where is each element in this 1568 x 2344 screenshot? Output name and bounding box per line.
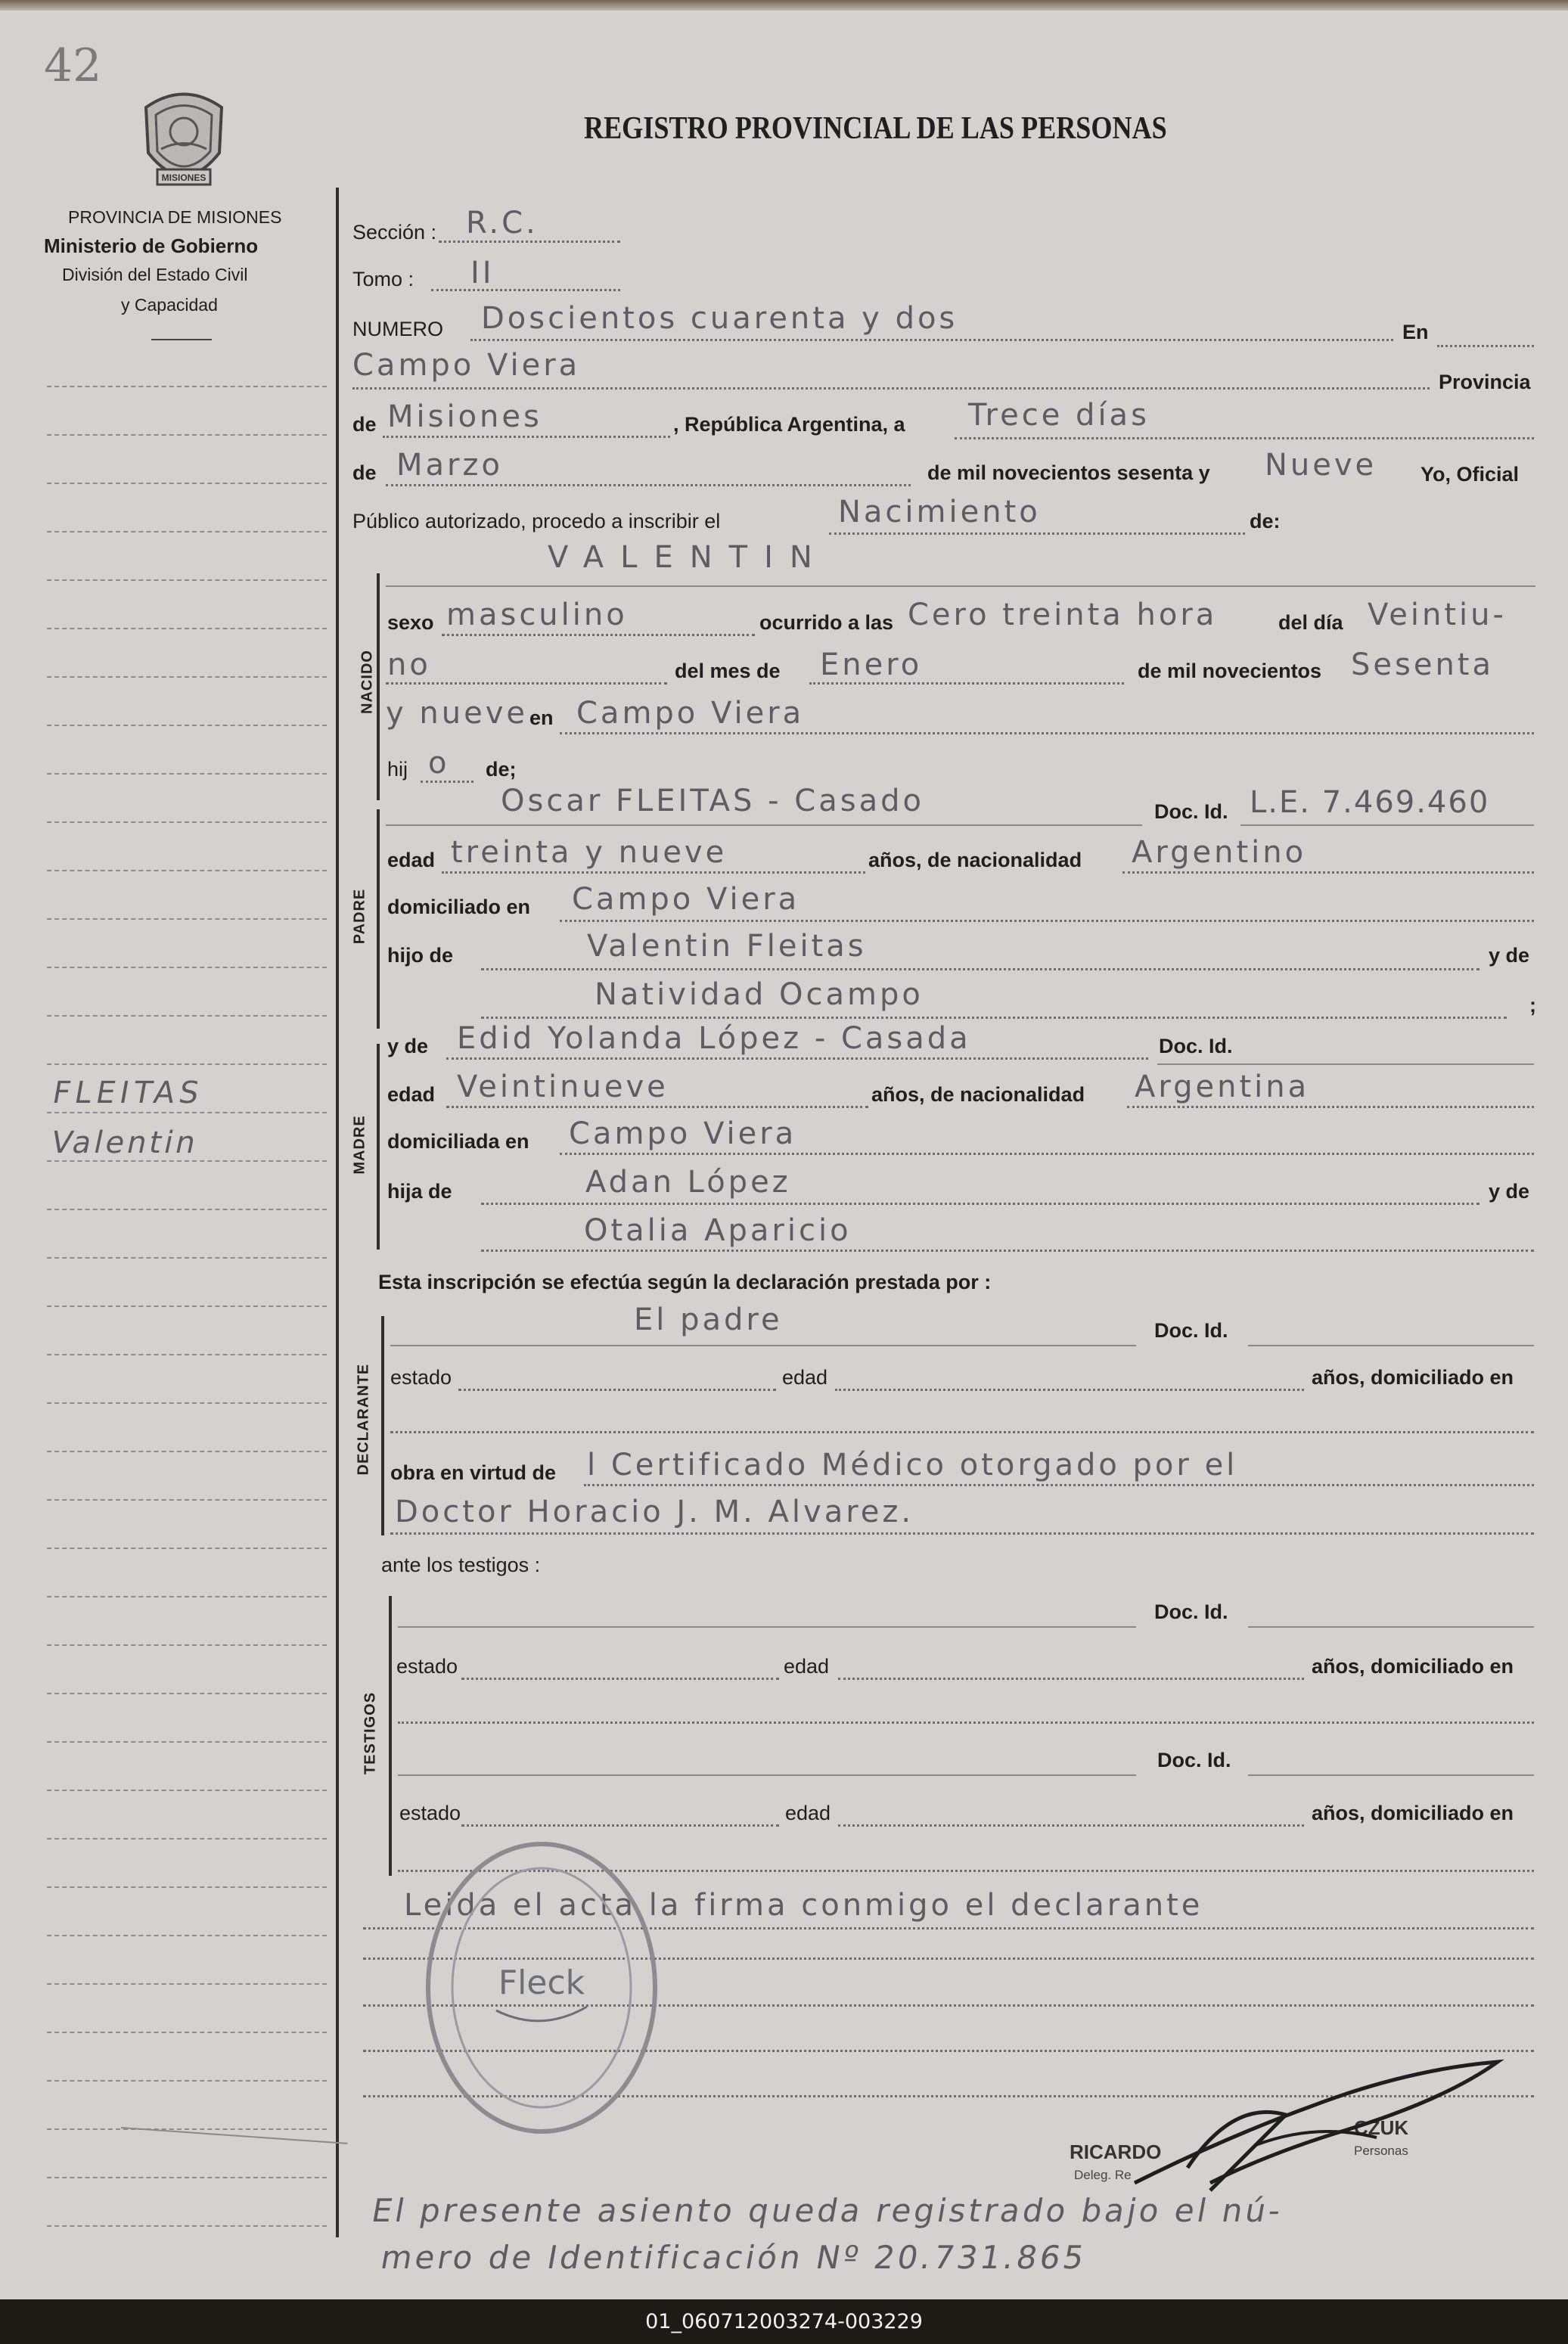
nacido-en-label: en xyxy=(529,706,554,729)
mother-doc-label: Doc. Id. xyxy=(1159,1035,1233,1057)
declarant-line xyxy=(390,1345,1136,1346)
sexo-line xyxy=(442,634,755,636)
place-value: Campo Viera xyxy=(352,348,581,383)
hour-value: Cero treinta hora xyxy=(908,598,1218,632)
maternal-grandfather: Adan López xyxy=(585,1165,791,1200)
hij-line xyxy=(421,781,474,783)
witness2-anios-label: años, domiciliado en xyxy=(1312,1802,1514,1824)
margin-ruled-line xyxy=(47,579,327,581)
margin-ruled-line xyxy=(47,1305,327,1307)
tomo-value: II xyxy=(470,256,495,290)
de-colon-label: de: xyxy=(1250,510,1281,532)
margin-ruled-line xyxy=(47,1015,327,1017)
page-number: 42 xyxy=(44,39,102,92)
margin-ruled-line xyxy=(47,1402,327,1404)
day-value-b: no xyxy=(387,647,431,682)
numero-label: NUMERO xyxy=(352,318,443,340)
margin-ruled-line xyxy=(47,386,327,387)
nacido-month-value: Enero xyxy=(820,647,923,682)
father-name-line xyxy=(386,824,1142,826)
mother-hija-label: hija de xyxy=(387,1180,452,1203)
father-dom-label: domiciliado en xyxy=(387,896,531,918)
margin-surname: FLEITAS xyxy=(49,1076,206,1110)
division-name: División del Estado Civil xyxy=(62,265,248,284)
day-b-line xyxy=(386,682,667,685)
father-hijo-label: hijo de xyxy=(387,944,453,967)
margin-ruled-line xyxy=(47,1983,327,1985)
witness1-estado-label: estado xyxy=(396,1655,458,1678)
padre-label: PADRE xyxy=(351,888,368,945)
tomo-label: Tomo : xyxy=(352,268,415,290)
margin-ruled-line xyxy=(47,676,327,678)
margin-ruled-line xyxy=(47,2080,327,2082)
declarant-edad-label: edad xyxy=(782,1366,828,1389)
stamp-role-a: Deleg. Re xyxy=(1074,2168,1132,2182)
declarant-anios-label: años, domiciliado en xyxy=(1312,1366,1514,1389)
witness2-estado-label: estado xyxy=(399,1802,461,1824)
margin-ruled-line xyxy=(47,967,327,968)
child-name-line xyxy=(386,585,1535,587)
witness2-doc-line xyxy=(1248,1774,1534,1776)
ocurrido-label: ocurrido a las xyxy=(759,611,894,634)
margin-ruled-line xyxy=(47,1499,327,1501)
father-edad-value: treinta y nueve xyxy=(451,835,728,870)
margin-ruled-line xyxy=(47,1112,327,1113)
father-dom-value: Campo Viera xyxy=(572,882,800,917)
numero-value: Doscientos cuarenta y dos xyxy=(481,301,958,336)
father-yde-label: y de xyxy=(1489,944,1530,967)
witness1-doc-line xyxy=(1248,1626,1534,1628)
nacido-month-line xyxy=(809,682,1124,685)
witness1-dom-line xyxy=(398,1722,1534,1724)
margin-ruled-line xyxy=(47,531,327,532)
margin-ruled-line xyxy=(47,1209,327,1210)
margin-ruled-line xyxy=(47,2128,327,2130)
father-doc-label: Doc. Id. xyxy=(1154,800,1228,823)
annotation-line-a: El presente asiento queda registrado bajo el nú- xyxy=(368,2192,1287,2229)
en-line xyxy=(1437,345,1534,347)
capacity-name: y Capacidad xyxy=(121,295,218,315)
official-stamp-icon xyxy=(413,1836,670,2139)
margin-given-name: Valentin xyxy=(48,1125,202,1160)
mother-doc-line xyxy=(1157,1063,1534,1065)
father-edad-line xyxy=(442,871,865,874)
closing-text: Leida el acta la firma conmigo el declarante xyxy=(404,1888,1203,1923)
hij-label: hij xyxy=(387,758,408,781)
stamp-name-a: RICARDO xyxy=(1070,2141,1162,2163)
margin-ruled-line xyxy=(47,1548,327,1549)
declarant-estado-line xyxy=(458,1389,776,1391)
nacido-rule xyxy=(377,573,380,800)
declarant-dom-line xyxy=(390,1431,1534,1433)
paternal-grandfather: Valentin Fleitas xyxy=(587,929,867,964)
month-value: Marzo xyxy=(396,448,503,483)
province-line xyxy=(383,436,670,438)
madre-rule xyxy=(377,1044,380,1250)
margin-ruled-line xyxy=(47,1741,327,1743)
margin-ruled-line xyxy=(47,870,327,871)
nacido-place-value: Campo Viera xyxy=(576,696,805,731)
seccion-line xyxy=(439,241,620,243)
day-value-a: Veintiu- xyxy=(1368,598,1507,632)
obra-value-a: l Certificado Médico otorgado por el xyxy=(587,1448,1238,1482)
paternal-grandmother-line xyxy=(481,1017,1507,1019)
maternal-grandfather-line xyxy=(481,1203,1480,1205)
mes-label: del mes de xyxy=(675,660,781,682)
margin-ruled-line xyxy=(47,1596,327,1597)
witness1-estado-line xyxy=(461,1678,779,1680)
nacido-year-b: y nueve xyxy=(386,696,528,731)
witness1-edad-line xyxy=(838,1678,1304,1680)
paternal-grandmother: Natividad Ocampo xyxy=(595,977,924,1012)
margin-ruled-line xyxy=(47,1935,327,1936)
maternal-grandmother: Otalia Aparicio xyxy=(584,1213,852,1248)
margin-ruled-line xyxy=(47,1063,327,1065)
margin-ruled-line xyxy=(47,2225,327,2227)
margin-ruled-line xyxy=(47,773,327,775)
margin-ruled-line xyxy=(47,2177,327,2178)
act-line xyxy=(829,532,1245,535)
obra-line-a xyxy=(584,1484,1534,1486)
declarant-doc-line xyxy=(1248,1345,1534,1346)
month-line xyxy=(386,484,911,486)
de2-label: de xyxy=(352,461,377,484)
tomo-line xyxy=(431,289,620,291)
witness2-line xyxy=(398,1774,1136,1776)
provincial-seal-icon xyxy=(135,85,233,198)
oficial-label: Yo, Oficial xyxy=(1421,463,1520,486)
dia-label: del día xyxy=(1278,611,1343,634)
mother-nac-value: Argentina xyxy=(1135,1070,1310,1104)
witness2-doc-label: Doc. Id. xyxy=(1157,1749,1231,1771)
father-name: Oscar FLEITAS - Casado xyxy=(501,784,924,818)
maternal-grandmother-line xyxy=(481,1250,1534,1252)
witness2-edad-line xyxy=(838,1824,1304,1827)
margin-ruled-line xyxy=(47,434,327,436)
paternal-grandfather-line xyxy=(481,968,1480,970)
declaracion-intro: Esta inscripción se efectúa según la declaración prestada por : xyxy=(378,1271,992,1293)
witness1-line xyxy=(398,1626,1136,1628)
mother-nac-line xyxy=(1127,1106,1534,1108)
republica-label: , República Argentina, a xyxy=(673,413,905,436)
numero-line xyxy=(470,339,1393,341)
father-doc-line xyxy=(1240,824,1534,826)
stamp-role-b: Personas xyxy=(1354,2144,1408,2158)
sexo-label: sexo xyxy=(387,611,434,634)
margin-ruled-line xyxy=(47,918,327,920)
mother-edad-line xyxy=(446,1106,868,1108)
act-value: Nacimiento xyxy=(838,495,1041,529)
mother-nac-label: años, de nacionalidad xyxy=(871,1083,1085,1106)
page-title: REGISTRO PROVINCIAL DE LAS PERSONAS xyxy=(584,111,1167,146)
declarante-rule xyxy=(381,1316,384,1535)
declarant-doc-label: Doc. Id. xyxy=(1154,1319,1228,1342)
obra-line-b xyxy=(390,1532,1534,1535)
header-divider xyxy=(151,339,212,340)
father-nac-label: años, de nacionalidad xyxy=(868,849,1082,871)
mother-dom-line xyxy=(560,1153,1534,1155)
nacido-place-line xyxy=(560,732,1534,734)
mother-name-line xyxy=(446,1057,1148,1060)
father-nac-line xyxy=(1122,871,1534,874)
margin-ruled-line xyxy=(47,1644,327,1646)
testigos-rule xyxy=(389,1596,392,1876)
province-name: PROVINCIA DE MISIONES xyxy=(68,207,282,227)
de-label: de xyxy=(352,413,377,436)
testigos-label: TESTIGOS xyxy=(362,1691,379,1775)
witness2-estado-line xyxy=(461,1824,779,1827)
declarant-edad-line xyxy=(835,1389,1304,1391)
hij-value: o xyxy=(428,746,450,781)
annotation-line-b: mero de Identificación Nº 20.731.865 xyxy=(377,2239,1090,2276)
year-value: Nueve xyxy=(1265,448,1377,483)
mil-label: de mil novecientos xyxy=(1138,660,1322,682)
sexo-value: masculino xyxy=(446,598,628,632)
margin-ruled-line xyxy=(47,1257,327,1259)
padre-rule xyxy=(377,809,380,1029)
margin-ruled-line xyxy=(47,821,327,823)
margin-ruled-line xyxy=(47,1886,327,1888)
margin-ruled-line xyxy=(47,1693,327,1694)
mother-yde-label: y de xyxy=(387,1035,429,1057)
margin-ruled-line xyxy=(47,1451,327,1452)
hij-de-label: de; xyxy=(486,758,517,781)
witness1-doc-label: Doc. Id. xyxy=(1154,1600,1228,1623)
mother-dom-value: Campo Viera xyxy=(569,1116,797,1151)
margin-ruled-line xyxy=(47,2032,327,2033)
witness1-edad-label: edad xyxy=(784,1655,830,1678)
svg-text:MISIONES: MISIONES xyxy=(161,172,206,183)
witness1-anios-label: años, domiciliado en xyxy=(1312,1655,1514,1678)
witness2-edad-label: edad xyxy=(785,1802,831,1824)
declarant-value: El padre xyxy=(634,1302,783,1337)
father-edad-label: edad xyxy=(387,849,436,871)
margin-ruled-line xyxy=(47,1838,327,1839)
mother-dom-label: domiciliada en xyxy=(387,1130,529,1153)
year-label: de mil novecientos sesenta y xyxy=(927,461,1210,484)
en-label: En xyxy=(1402,321,1429,343)
father-dom-line xyxy=(560,920,1534,922)
ministry-name: Ministerio de Gobierno xyxy=(44,234,259,257)
declarante-label: DECLARANTE xyxy=(355,1363,372,1476)
stamp-name-b: CZUK xyxy=(1354,2116,1409,2139)
province-value: Misiones xyxy=(387,399,542,434)
father-semicolon: ; xyxy=(1529,994,1536,1017)
testigos-intro: ante los testigos : xyxy=(381,1554,541,1576)
margin-ruled-line xyxy=(47,1160,327,1162)
madre-label: MADRE xyxy=(351,1115,368,1175)
publico-label: Público autorizado, procedo a inscribir el xyxy=(352,510,721,532)
father-doc-value: L.E. 7.469.460 xyxy=(1250,785,1490,820)
mother-edad-value: Veintinueve xyxy=(457,1070,669,1104)
child-name: VALENTIN xyxy=(548,540,829,575)
main-vertical-rule xyxy=(336,188,339,2237)
obra-label: obra en virtud de xyxy=(390,1461,557,1484)
margin-ruled-line xyxy=(47,1790,327,1791)
nacido-label: NACIDO xyxy=(359,650,376,714)
mother-edad-label: edad xyxy=(387,1083,436,1106)
provincia-label: Provincia xyxy=(1439,371,1531,393)
image-caption: 01_060712003274-003229 xyxy=(0,2299,1568,2344)
father-nac-value: Argentino xyxy=(1132,835,1307,870)
seccion-value: R.C. xyxy=(466,206,539,241)
seccion-label: Sección : xyxy=(352,221,437,244)
margin-ruled-line xyxy=(47,1354,327,1355)
svg-text:Fleck: Fleck xyxy=(498,1964,585,2002)
margin-ruled-line xyxy=(47,483,327,484)
obra-value-b: Doctor Horacio J. M. Alvarez. xyxy=(395,1495,914,1529)
place-line xyxy=(352,387,1430,390)
signature-mark-icon xyxy=(1119,2054,1513,2206)
mother-yde2-label: y de xyxy=(1489,1180,1530,1203)
margin-ruled-line xyxy=(47,725,327,726)
margin-ruled-line xyxy=(47,628,327,629)
mother-name: Edid Yolanda López - Casada xyxy=(457,1021,971,1056)
day-line xyxy=(955,437,1534,439)
declarant-estado-label: estado xyxy=(390,1366,452,1389)
day-value: Trece días xyxy=(968,398,1150,433)
nacido-year-a: Sesenta xyxy=(1351,647,1494,682)
